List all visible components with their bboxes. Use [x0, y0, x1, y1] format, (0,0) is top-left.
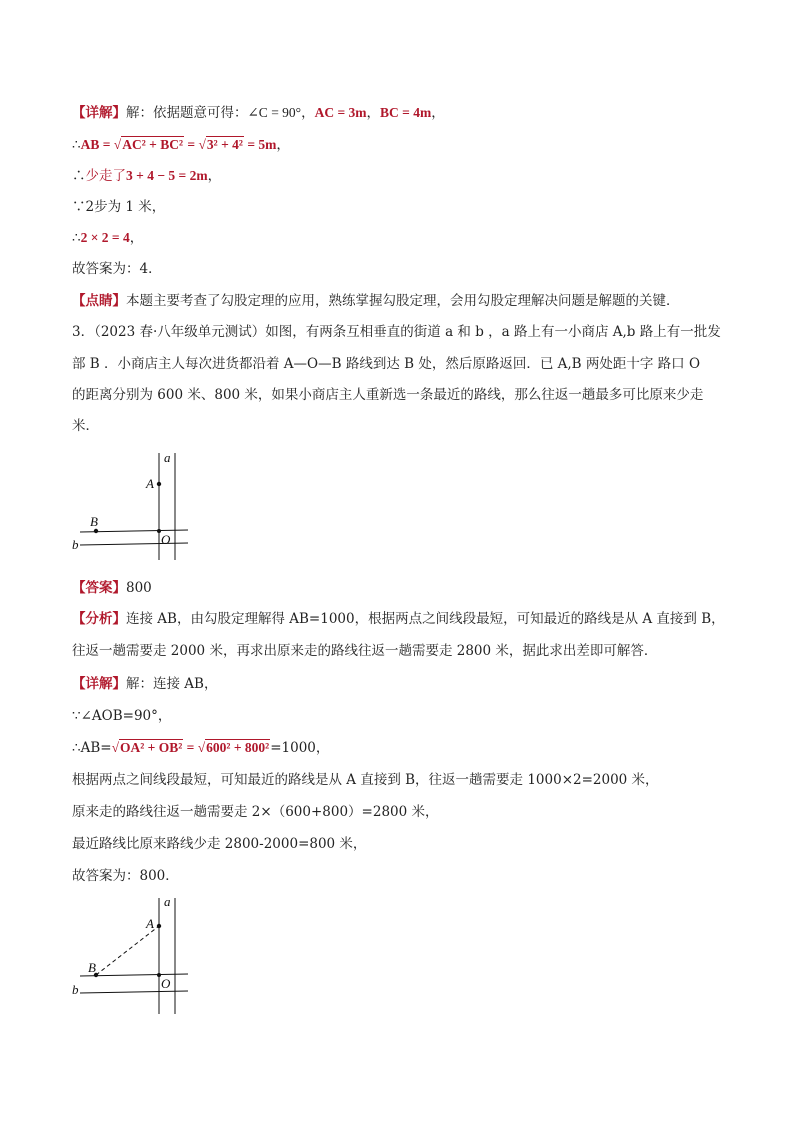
detail-text: 少走了 [85, 168, 126, 184]
radicand-2: 3² + 4² [206, 137, 243, 152]
detail-line-2: ∴AB = √AC² + BC² = √3² + 4² = 5m， [72, 137, 290, 153]
ab-result-2: =1000， [270, 740, 330, 756]
radicand-4: 600² + 800² [206, 740, 270, 755]
therefore-symbol: ∴ [72, 137, 81, 153]
street-figure-2 [60, 892, 210, 1017]
label-point-o: O [161, 532, 171, 547]
detail-line-1 [72, 103, 445, 123]
steps-expr: 2 × 2 = 4 [80, 230, 130, 245]
label-b-street: b [72, 537, 79, 552]
detail2-line-1 [72, 674, 217, 694]
point-a [157, 924, 161, 928]
detail-tag: 【详解】 [72, 105, 126, 121]
question-line-4: 米． [72, 418, 99, 434]
label-point-b: B [88, 960, 96, 975]
therefore-symbol: ∴ [72, 230, 81, 246]
sep: ， [431, 105, 445, 121]
question-line-2: 部 B ．小商店主人每次进货都沿着 A—O—B 路线到达 B 处，然后原路返回．已 A,B 两处距十字 路口 O [72, 356, 701, 372]
label-a-street: a [164, 450, 171, 465]
answer-tag: 【答案】 [72, 580, 126, 596]
detail2-line-2: ∵∠AOB=90°， [72, 708, 172, 724]
street-b-line-bottom [80, 543, 188, 545]
label-point-a: A [146, 476, 154, 491]
detail2-line-7: 故答案为：800． [72, 868, 179, 884]
detail-line-6: 故答案为：4． [72, 261, 162, 277]
sep: ， [207, 168, 222, 184]
sep: ， [366, 105, 381, 121]
detail-line-4 [72, 197, 165, 217]
segment-ab-dashed [96, 926, 159, 975]
angle-c: ∠C = 90° [247, 105, 302, 120]
sep: ， [129, 230, 144, 246]
label-point-b: B [90, 514, 98, 529]
because-symbol: ∵ [72, 199, 86, 215]
comment-tag: 【点睛】 [72, 293, 126, 309]
sep: ， [276, 137, 290, 153]
detail2-tag: 【详解】 [72, 676, 126, 692]
difference-expr: 3 + 4 − 5 = 2m [126, 168, 208, 183]
detail2-line-5: 原来走的路线往返一趟需要走 2×（600+800）=2800 米， [72, 804, 439, 820]
point-b [94, 529, 98, 533]
ab-lhs: AB = [80, 137, 114, 152]
ab-lhs-2: ∴AB= [72, 740, 112, 756]
detail-text: 解：依据题意可得： [126, 105, 248, 121]
label-point-a: A [146, 916, 154, 931]
analysis-line-1 [72, 609, 725, 629]
radicand-1: AC² + BC² [122, 137, 184, 152]
ab-result: = 5m [243, 137, 277, 152]
ac-value: AC = 3m [314, 105, 367, 120]
question-line-3: 的距离分别为 600 米、800 米，如果小商店主人重新选一条最近的路线，那么往返一趟最多可比原来少走 [72, 387, 704, 403]
radicand-3: OA² + OB² [120, 740, 183, 755]
detail2-line-3: ∴AB=√OA² + OB² = √600² + 800²=1000， [72, 740, 330, 756]
point-a [157, 482, 161, 486]
analysis-line-2: 往返一趟需要走 2000 米，再求出原来走的路线往返一趟需要走 2800 米，据此求出差即可解答． [72, 643, 658, 659]
detail-line-5 [72, 228, 143, 248]
label-a-street: a [164, 894, 171, 909]
answer-line [72, 578, 152, 598]
therefore-symbol: ∴ [72, 168, 86, 184]
question-line-1: 3．（2023 春·八年级单元测试）如图，有两条互相垂直的街道 a 和 b ，a 路上有一小商店 A,b 路上有一批发 [72, 324, 721, 340]
bc-value: BC = 4m [380, 105, 432, 120]
comment-line [72, 291, 680, 311]
detail-line-3 [72, 166, 221, 186]
analysis-tag: 【分析】 [72, 611, 126, 627]
label-point-o: O [161, 976, 171, 991]
equals: = [183, 740, 198, 755]
analysis-text: 连接 AB，由勾股定理解得 AB=1000，根据两点之间线段最短，可知最近的路线是从 A 直接到 B， [126, 611, 725, 627]
street-b-line-bottom [80, 991, 188, 993]
detail2-text: 解：连接 AB， [126, 676, 218, 692]
label-b-street: b [72, 982, 79, 997]
detail-text: 2步为 1 米， [85, 199, 166, 215]
street-figure-1 [60, 445, 210, 565]
comment-text: 本题主要考查了勾股定理的应用，熟练掌握勾股定理，会用勾股定理解决问题是解题的关键． [126, 293, 680, 309]
sep: ， [301, 105, 315, 121]
equals: = [184, 137, 199, 152]
detail2-line-6: 最近路线比原来路线少走 2800-2000=800 米， [72, 836, 367, 852]
answer-value: 800 [126, 580, 152, 596]
detail2-line-4: 根据两点之间线段最短，可知最近的路线是从 A 直接到 B，往返一趟需要走 1000×2=2000 米， [72, 772, 659, 788]
